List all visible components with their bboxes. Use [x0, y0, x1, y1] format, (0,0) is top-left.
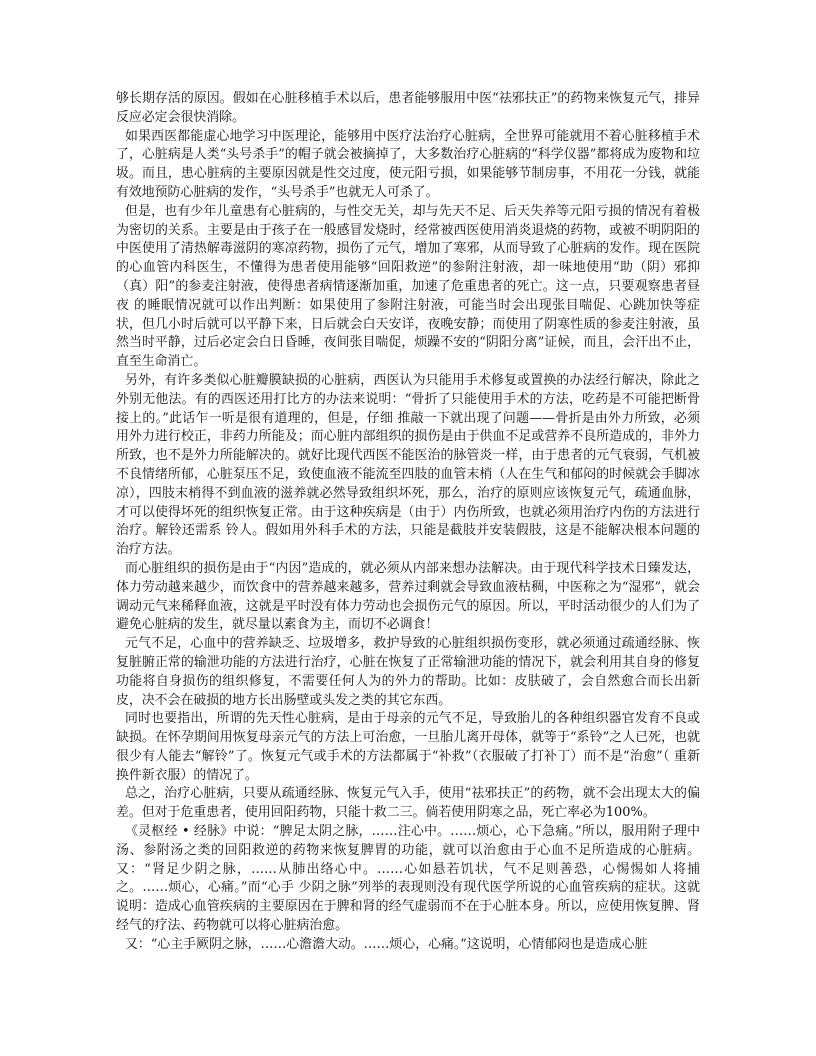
paragraph-2: 如果西医都能虚心地学习中医理论，能够用中医疗法治疗心脏病，全世界可能就用不着心脏移植手术了，心脏病是人类“头号杀手”的帽子就会被摘掉了，大多数治疗心脏病的“科学仪器”都将成为废物和垃圾。而且，患心脏病的主要原因就是性交过度，使元阳亏损，如果能够节制房事，不用花一分钱，就能 有效地预防心脏病的发作，“头号杀手”也就无人可杀了。: [116, 128, 700, 200]
document-page: [116, 90, 700, 955]
paragraph-4: 另外，有许多类似心脏瓣膜缺损的心脏病，西医认为只能用手术修复或置换的办法经行解决，除此之外别无他法。有的西医还用打比方的办法来说明：“骨折了只能使用手术的方法，吃药是不可能把断骨接上的。”此话乍一听是很有道理的，但是，仔细 推敲一下就出现了问题——骨折是由外力所致，必须用外力进行校正，非药力所能及；而心脏内部组织的损伤是由于供血不足或营养不良所造成的，非外力所致，也不是外力所能解决的。就好比现代西医不能医治的脉管炎一样，由于患者的元气衰弱，气机被不良情绪所郁，心脏泵压不足，致使血液不能流至四肢的血管末梢（人在生气和郁闷的时候就会手脚冰凉），四肢末梢得不到血液的滋养就必然导致组织坏死，那么，治疗的原则应该恢复元气，疏通血脉，才可以使得坏死的组织恢复正常。由于这种疾病是（由于）内伤所致，也就必须用治疗内伤的方法进行治疗。解铃还需系 铃人。假如用外科手术的方法，只能是截肢并安装假肢，这是不能解决根本问题的治疗方法。: [116, 372, 700, 558]
paragraph-8: 总之，治疗心脏病，只要从疏通经脉、恢复元气入手，使用“祛邪扶正”的药物，就不会出现太大的偏差。但对于危重患者，使用回阳药物，只能十救二三。倘若使用阴寒之品，死亡率必为100%。: [116, 786, 700, 821]
paragraph-9: 《灵枢经 • 经脉》中说：“脾足太阴之脉，……注心中。……烦心，心下急痛。”所以，服用附子理中汤、参附汤之类的回阳救逆的药物来恢复脾胃的功能，就可以治愈由于心血不足所造成的心脏病。又：“肾足少阴之脉，……从肺出络心中。……心如悬若饥状，气不足则善恐，心惕惕如人将捕之。……烦心，心痛。”而“心手 少阴之脉”列举的表现则没有现代医学所说的心血管疾病的症状。这就说明：造成心血管疾病的主要原因在于脾和肾的经气虚弱而不在于心脏本身。所以，应使用恢复脾、肾经气的疗法、药物就可以将心脏病治愈。: [116, 824, 700, 934]
paragraph-10: 又：“心主手厥阴之脉，……心澹澹大动。……烦心，心痛。”这说明，心情郁闷也是造成心脏: [125, 936, 648, 952]
paragraph-7: 同时也要指出，所谓的先天性心脏病，是由于母亲的元气不足，导致胎儿的各种组织器官发育不良或缺损。在怀孕期间用恢复母亲元气的方法上可治愈，一旦胎儿离开母体，就等于“系铃”之人已死，也就很少有人能去“解铃”了。恢复元气或手术的方法都属于“补救”（衣服破了打补丁）而不是“治愈”（ 重新换件新衣服）的情况了。: [116, 711, 700, 783]
paragraph-5: 而心脏组织的损伤是由于“内因”造成的，就必须从内部来想办法解决。由于现代科学技术日臻发达，体力劳动越来越少，而饮食中的营养越来越多，营养过剩就会导致血液枯稠，中医称之为“湿邪”，就会调动元气来稀释血液，这就是平时没有体力劳动也会损伤元气的原因。所以，平时活动很少的人们为了避免心脏病的发生，就尽量以素食为主，而切不必调食！: [116, 560, 700, 633]
paragraph-6: 元气不足，心血中的营养缺乏、垃圾增多，救护导致的心脏组织损伤变形，就必须通过疏通经脉、恢 复脏腑正常的输泄功能的方法进行治疗，心脏在恢复了正常输泄功能的情况下，就会利用其自身的修复功能将自身损伤的组织修复，不需要任何人为的外力的帮助。比如：皮肤破了，会自然愈合而长出新皮，决不会在破损的地方长出肠壁或头发之类的其它东西。: [116, 636, 700, 708]
paragraph-1: 够长期存活的原因。假如在心脏移植手术以后，患者能够服用中医“祛邪扶正”的药物来恢复元气，排异反应必定会很快消除。: [116, 91, 700, 125]
paragraph-3: 但是，也有少年儿童患有心脏病的，与性交无关，却与先天不足、后天失养等元阳亏损的情况有着极为密切的关系。主要是由于孩子在一般感冒发烧时，经常被西医使用消炎退烧的药物，或被不明阴阳的中医使用了清热解毒滋阴的寒凉药物，损伤了元气，增加了寒邪，从而导致了心脏病的发作。现在医院的心血管内科医生，不懂得为患者使用能够“回阳救逆”的参附注射液，却一味地使用“助（阴）邪抑（真）阳”的参麦注射液，使得患者病情逐渐加重，加速了危重患者的死亡。这一点，只要观察患者昼夜 的睡眠情况就可以作出判断：如果使用了参附注射液，可能当时会出现张目喘促、心跳加快等症状，但几小时后就可以平静下来，日后就会白天安详，夜晚安静；而使用了阴寒性质的参麦注射液，虽然当时平静，过后必定会白日昏睡，夜间张目喘促，烦躁不安的“阴阳分离”证候，而且，会汗出不止，直至生命消亡。: [116, 203, 700, 370]
